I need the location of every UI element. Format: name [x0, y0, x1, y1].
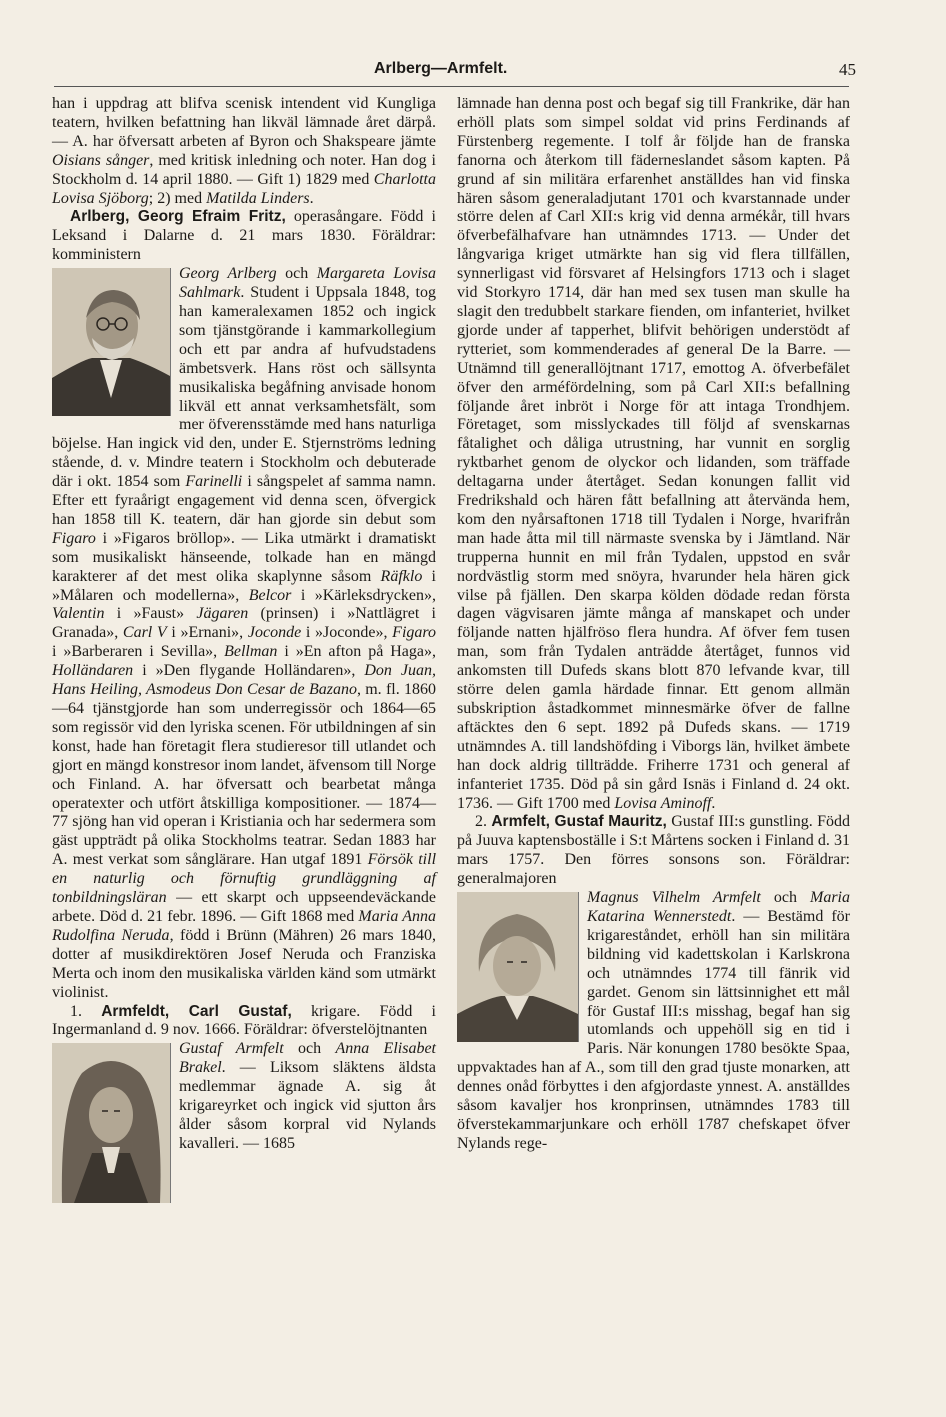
portrait-armfeldt [52, 1043, 171, 1203]
entry-armfeldt: 1. Armfeldt, Carl Gustaf, krigare. Född i Ingermanland d. 9 nov. 1666. Föräldrar: öfverstelöjtnanten Gustaf Armfelt och Anna Elisabet Brakel. — Liksom släktens äldsta medlemmar ägnade A. sig åt krigareyrket och ingick vid sjutton års ålder såsom korpral vid Nylands kavalleri. — 1685 [52, 1003, 436, 1154]
page-number: 45 [839, 60, 856, 79]
left-column [52, 95, 436, 1205]
page-header [54, 58, 854, 86]
entry-arlberg: Arlberg, Georg Efraim Fritz, operasångare. Född i Leksand i Dalarne d. 21 mars 1830. Föräldrar: komministern Georg Arlberg och Margareta Lovisa Sahlmark. Student i Uppsala 1848, tog han kameralexamen 1852 och ingick som tjänstgörande i kammarkollegium och ett par andra af hufvudstadens ämbetsverk. Hans röst och sällsynta musikaliska begåfning anvisade honom likväl ett annat verksamhetsfält, som mer öfverensstämde med hans naturliga böjelse. Han ingick vid den, under E. Stjernströms ledning stående, d. v. Mindre teatern i Stockholm och debuterade där i okt. 1854 som Farinelli i sångspelet af samma namn. Efter ett fyraårigt engagement vid denna scen, öfvergick han 1858 till K. teatern, där han gjorde sin debut som Figaro i »Figaros bröllop». — Lika utmärkt i dramatiskt som musikaliskt hänseende, tolkade han en mängd karakterer af det mest olika skaplynne såsom Räfklo i »Målaren och modellerna», Belcor i »Kärleksdrycken», Valentin i »Faust» Jägaren (prinsen) i »Nattlägret i Granada», Carl V i »Ernani», Joconde i »Joconde», Figaro i »Barberaren i Sevilla», Bellman i »En afton på Haga», Holländaren i »Den flygande Holländaren», Don Juan, Hans Heiling, Asmodeus Don Cesar de Bazano, m. fl. 1860—64 tjänstgjorde han som underregissör och 1864—65 som regissör vid den lyriska scenen. För utbildningen af sin konst, hade han företagit flera studieresor till utlandet och gjort en mängd konstresor inom landet, äfvensom till Norge och Finland. A. har öfversatt och bearbetat många operatexter och utfört åtskilliga kompositioner. — 1874—77 sjöng han vid operan i Kristiania och har sedermera som gäst uppträdt på olika Stockholms teatrar. Sedan 1883 har A. mest verkat som sånglärare. Han utgaf 1891 Försök till en naturlig och förnuftig grundläggning af tonbildningsläran — ett skarpt och uppseendeväckande arbete. Död d. 21 febr. 1896. — Gift 1868 med Maria Anna Rudolfina Neruda, född i Brünn (Mähren) 26 mars 1840, dotter af musikdirektören Josef Neruda och Franziska Merta och inom den musikaliska världen känd som utmärkt violinist. [52, 208, 437, 1001]
portrait-armfelt [457, 892, 579, 1042]
entry-heading: Armfeldt, Carl Gustaf, [101, 1002, 292, 1020]
header-rule [54, 86, 849, 87]
entry-heading: Armfelt, Gustaf Mauritz, [491, 813, 667, 831]
armfeldt-continuation: lämnade han denna post och begaf sig till Frankrike, där han erhöll plats som simpel soldat vid prins Ferdinands af Fürstenberg regemente. I tolf år följde han de franska fanorna och återkom till fäderneslandet såsom kapten. På grund af sin militära erfarenhet anställdes han vid finska hären såsom generaladjutant 1701 och kvarstannade under större delen af Carl XII:s krig vid denna armékår, till hvars öfverbefälhafvare han utnämndes 1713. — Under det långvariga kriget utmärkte han sig vid flera tillfällen, synnerligast vid försvaret af Helsingfors 1713 och i slaget vid Storkyro 1714, där han med sex tusen man skulle ha slagit den tredubbelt starkare fienden, om infanteriet, hvilket gjorde under af tapperhet, blifvit behörigen understödt af rytteriet, som kommenderades af general De la Barre. — Utnämnd till generallöjtnant 1717, emottog A. öfverbefälet öfver den arméfördelning, som på Carl XII:s befallning följande året inbröt i Norge för att intaga Trondhjem. Företaget, som misslyckades till följd af svenskarnas fåtalighet och dåliga utrustning, har vunnit en sorglig ryktbarhet genom de olyckor och lidanden, som träffade deltagarna under återtåget. Sedan konungen fallit vid Fredrikshald och hären fått befallning att återvända hem, kom den nyårsaftonen 1718 till Tydalen i Norge, hvarifrån man hade åtta mil till närmaste svenska by i Jämtland. När trupperna hunnit en mil från Tydalen, uppstod en svår nordvästlig storm med snöyra, hvarunder hela hären gick vilse på fjällen. Den skarpa kölden dödade redan första dagen vägvisaren jämte många af manskapet och under följande natten hjälfröso flera hundra. Af öfver fem tusen man, som från Tydalen anträdde återtåget, funnos vid ankomsten till Dufeds skans blott 870 lefvande kvar, till större delen gamla härdade finnar. Ett genom allmän subskription åstadkommet minnesmärke öfver de fallne aftäcktes den 6 sept. 1892 på Dufeds skans. — 1719 utnämndes A. till landshöfding i Viborgs län, hvilket ämbete han dock aldrig tillträdde. Friherre 1731 och general af infanteriet 1735. Död på sin gård Isnäs i Finland d. 24 okt. 1736. — Gift 1700 med Lovisa Aminoff. [457, 95, 850, 812]
running-title: Arlberg—Armfelt. [374, 60, 508, 77]
intro-paragraph: han i uppdrag att blifva scenisk intendent vid Kungliga teatern, hvilken befattning han likväl lämnade året därpå. — A. har öfversatt arbeten af Byron och Shakspeare jämte Oisians sånger, med kritisk inledning och noter. Han dog i Stockholm d. 14 april 1880. — Gift 1) 1829 med Charlotta Lovisa Sjöborg; 2) med Matilda Linders. [52, 95, 437, 207]
portrait-arlberg [52, 268, 171, 416]
right-column [457, 95, 850, 1154]
entry-heading: Arlberg, Georg Efraim Fritz, [70, 208, 286, 226]
entry-armfelt: 2. Armfelt, Gustaf Mauritz, Gustaf III:s gunstling. Född på Juuva kaptensboställe i S:t Mårtens socken i Finland d. 31 mars 1757. Den förres sonsons son. Föräldrar: generalmajoren Magnus Vilhelm Armfelt och Maria Katarina Wennerstedt. — Bestämd för krigareståndet, erhöll han sin militära bildning vid kadettskolan i Karlskrona och utnämndes 1774 till fänrik vid gardet. Genom sin lättsinnighet ett mål för Gustaf III:s misshag, begaf han sig utomlands och uppehöll sig en tid i Paris. När konungen 1780 besökte Spaa, uppvaktades han af A., som till den grad tjuste monarken, att dennes onåd förbyttes i den afgjordaste ynnest. A. anställdes såsom kavaljer hos kronprinsen, utnämndes 1783 till öfverstekammarjunkare och erhöll 1787 chefskapet öfver Nylands rege- [457, 813, 850, 1152]
